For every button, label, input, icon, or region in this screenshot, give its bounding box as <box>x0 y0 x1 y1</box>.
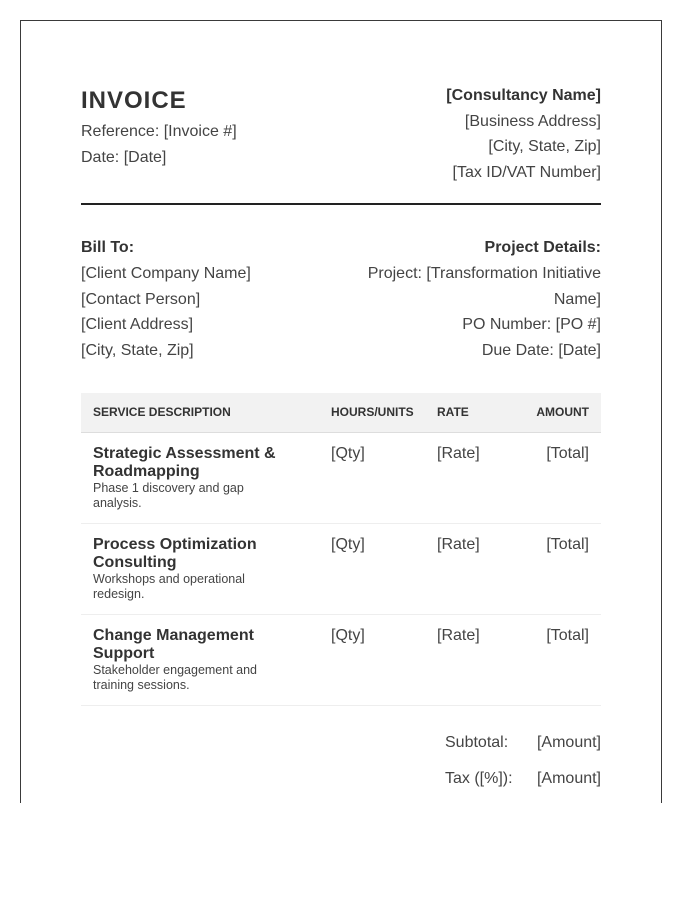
project-details-block <box>351 235 601 364</box>
service-name-line: Change Management <box>93 627 254 644</box>
service-rate: [Rate] <box>437 536 480 553</box>
project-details-heading: Project Details: <box>484 239 601 256</box>
due-date: Due Date: [Date] <box>481 342 601 360</box>
service-name-line: Consulting <box>93 554 177 571</box>
service-total: [Total] <box>546 445 589 462</box>
header-divider <box>81 203 601 205</box>
subtotal-label: Subtotal: <box>445 734 509 751</box>
bill-to-heading: Bill To: <box>81 239 135 256</box>
service-description <box>93 663 293 693</box>
business-tax-id: [Tax ID/VAT Number] <box>452 163 601 181</box>
invoice-title: INVOICE <box>81 87 187 114</box>
service-qty: [Qty] <box>331 536 365 553</box>
business-name: [Consultancy Name] <box>446 87 601 104</box>
tax-value: [Amount] <box>536 770 601 787</box>
service-name <box>93 445 293 481</box>
table-row <box>81 615 601 706</box>
service-rate: [Rate] <box>437 445 480 462</box>
col-header-hours: HOURS/UNITS <box>331 405 414 419</box>
service-qty: [Qty] <box>331 627 365 644</box>
service-rate: [Rate] <box>437 627 480 644</box>
services-table <box>81 393 601 706</box>
service-description-line: Phase 1 discovery and gap <box>93 481 244 495</box>
invoice-reference: Reference: [Invoice #] <box>81 123 237 140</box>
service-description <box>93 481 293 511</box>
service-name <box>93 627 293 663</box>
service-name-line: Roadmapping <box>93 463 200 480</box>
service-total: [Total] <box>546 627 589 644</box>
service-name-line: Process Optimization <box>93 536 257 553</box>
table-row <box>81 433 601 524</box>
business-address: [Business Address] <box>464 112 601 130</box>
client-address: [Client Address] <box>81 316 194 334</box>
col-header-description: SERVICE DESCRIPTION <box>93 405 231 419</box>
project-name-line1: Project: [Transformation Initiative <box>367 264 601 282</box>
business-city: [City, State, Zip] <box>488 138 601 156</box>
col-header-rate: RATE <box>437 405 469 419</box>
service-description-line: redesign. <box>93 587 145 601</box>
service-description-line: training sessions. <box>93 678 190 692</box>
service-name-line: Support <box>93 645 155 662</box>
service-description-line: Workshops and operational <box>93 572 245 586</box>
table-header <box>81 393 601 433</box>
service-name-line: Strategic Assessment & <box>93 445 276 462</box>
tax-label: Tax ([%]): <box>445 770 513 787</box>
po-number: PO Number: [PO #] <box>462 316 601 334</box>
service-total: [Total] <box>546 536 589 553</box>
subtotal-value: [Amount] <box>536 734 601 751</box>
business-info <box>446 83 601 185</box>
service-description-line: analysis. <box>93 496 142 510</box>
project-name-line2: Name] <box>553 290 601 308</box>
col-header-amount: AMOUNT <box>536 405 589 419</box>
table-row <box>81 524 601 615</box>
service-description-line: Stakeholder engagement and <box>93 663 258 677</box>
service-qty: [Qty] <box>331 445 365 462</box>
invoice-page <box>20 20 662 803</box>
client-contact: [Contact Person] <box>81 290 201 308</box>
client-company: [Client Company Name] <box>81 264 251 282</box>
client-city: [City, State, Zip] <box>81 342 194 360</box>
invoice-date: Date: [Date] <box>81 149 167 166</box>
service-description <box>93 572 293 602</box>
bill-to-block <box>81 235 251 364</box>
service-name <box>93 536 293 572</box>
